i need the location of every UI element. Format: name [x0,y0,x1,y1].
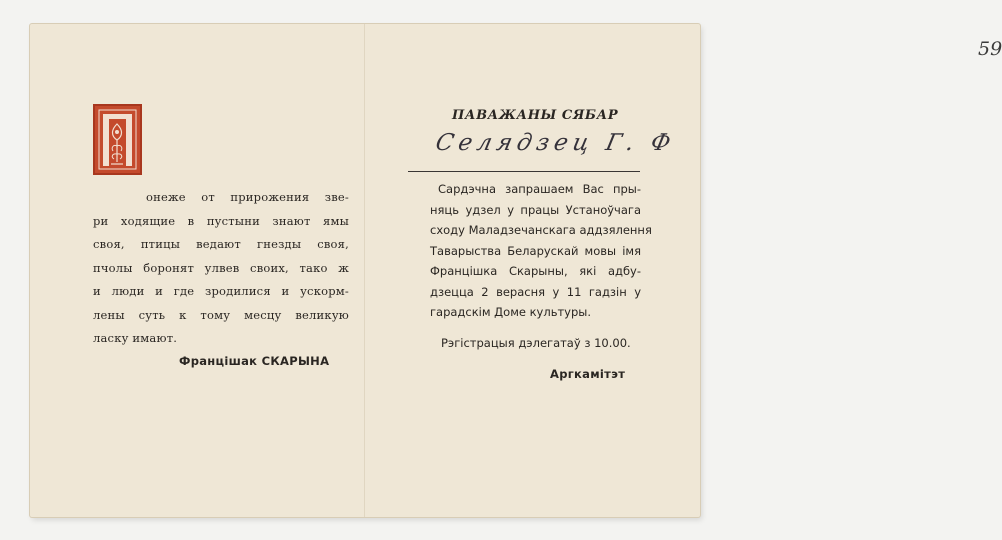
ornamental-initial-icon [93,104,142,175]
greeting-heading: ПАВАЖАНЫ СЯБАР [452,108,619,123]
handwritten-recipient-name: Селядзец Г. Ф [433,130,678,156]
body-line: няць удзел у працы Устаноўчага [430,203,641,217]
body-line: дзецца 2 верасня у 11 гадзін у [430,285,641,299]
quote-line: онеже от прирожения зве- [146,190,349,204]
quote-line: ри ходящие в пустыни знают ямы [93,214,349,228]
quote-line: своя, птицы ведают гнезды своя, [93,237,349,251]
name-underline [408,171,640,172]
quote-signature: Францішак СКАРЫНА [179,354,330,368]
invitation-card [30,24,1002,517]
body-line: Сардэчна запрашаем Вас пры- [438,182,641,196]
registration-note: Рэгістрацыя дэлегатаў з 10.00. [441,336,631,350]
body-line: Таварыства Беларускай мовы імя [430,244,641,258]
quote-line: лены суть к тому месцу великую [93,308,349,322]
quote-line: пчолы боронят улвев своих, тако ж [93,261,349,275]
right-page [366,24,1002,517]
quote-line: и люди и где зродилися и ускорм- [93,284,349,298]
quote-line: ласку имают. [93,331,178,345]
page-number: 59 [978,38,1002,60]
body-line: сходу Маладзечанскага аддзялення [430,223,652,237]
left-page [30,24,364,517]
body-line: гарадскім Доме культуры. [430,305,592,319]
body-line: Францішка Скарыны, які адбу- [430,264,641,278]
organizing-committee-signature: Аргкамітэт [550,367,626,381]
